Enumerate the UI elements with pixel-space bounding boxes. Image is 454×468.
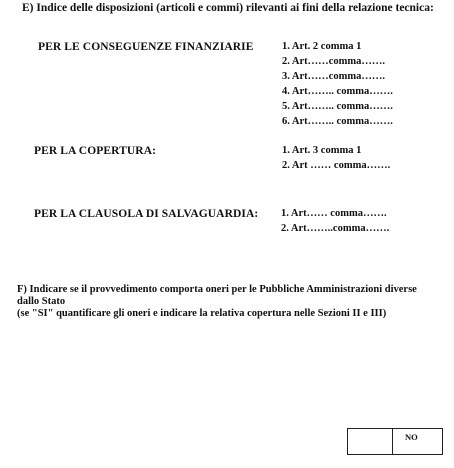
- section-f-line-3: (se "SI" quantificare gli oneri e indicare la relativa copertura nelle Sezioni II e III): [17, 308, 387, 319]
- list-item: 3. Art……comma…….: [282, 71, 385, 82]
- list-item: 5. Art…….. comma…….: [282, 101, 393, 112]
- list-item: 1. Art…… comma…….: [281, 208, 387, 219]
- group-label-copertura: PER LA COPERTURA:: [34, 145, 157, 157]
- list-item: 2. Art……..comma…….: [281, 223, 390, 234]
- answer-box-divider: [392, 429, 393, 454]
- list-item: 2. Art …… comma…….: [282, 160, 391, 171]
- group-label-conseguenze-finanziarie: PER LE CONSEGUENZE FINANZIARIE: [38, 41, 254, 53]
- section-f-line-1: F) Indicare se il provvedimento comporta oneri per le Pubbliche Amministrazioni diverse: [17, 284, 417, 295]
- list-item: 4. Art…….. comma…….: [282, 86, 393, 97]
- si-no-answer-box: [347, 428, 443, 455]
- group-label-clausola-salvaguardia: PER LA CLAUSOLA DI SALVAGUARDIA:: [34, 208, 259, 220]
- section-f-line-2: dallo Stato: [17, 296, 66, 307]
- list-item: 6. Art…….. comma…….: [282, 116, 393, 127]
- list-item: 1. Art. 3 comma 1: [282, 145, 362, 156]
- section-e-heading: E) Indice delle disposizioni (articoli e commi) rilevanti ai fini della relazione tecnica:: [22, 2, 434, 14]
- list-item: 2. Art……comma…….: [282, 56, 385, 67]
- list-item: 1. Art. 2 comma 1: [282, 41, 362, 52]
- no-label: NO: [405, 432, 418, 442]
